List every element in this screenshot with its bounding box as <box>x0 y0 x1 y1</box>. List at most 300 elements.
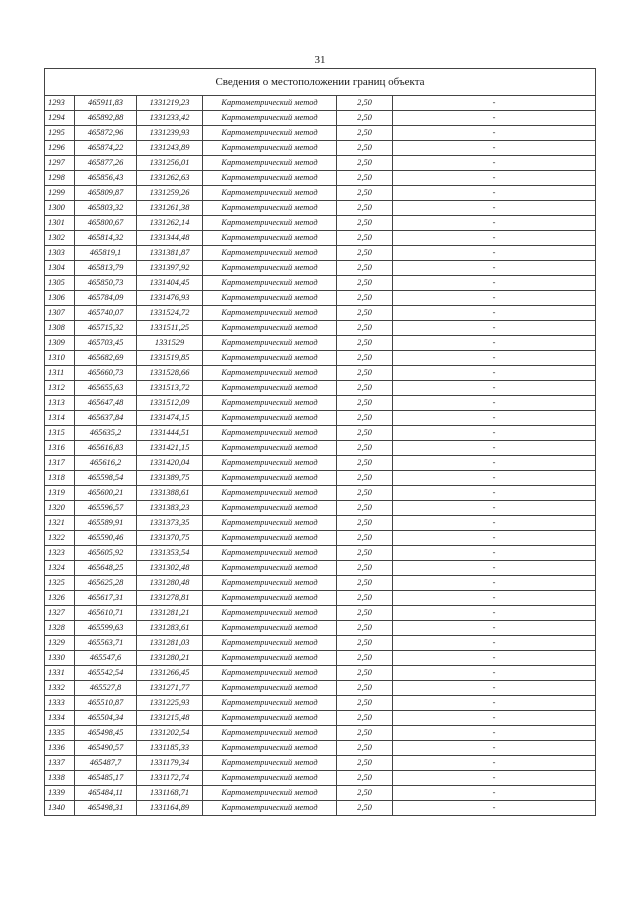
accuracy-cell: 2,50 <box>337 516 393 531</box>
x-coordinate-cell: 465647,48 <box>75 396 137 411</box>
y-coordinate-cell: 1331219,23 <box>137 96 203 111</box>
y-coordinate-cell: 1331225,93 <box>137 696 203 711</box>
accuracy-cell: 2,50 <box>337 261 393 276</box>
x-coordinate-cell: 465610,71 <box>75 606 137 621</box>
x-coordinate-cell: 465819,1 <box>75 246 137 261</box>
table-row <box>45 366 596 381</box>
table-row <box>45 711 596 726</box>
description-cell: - <box>393 261 596 276</box>
x-coordinate-cell: 465803,32 <box>75 201 137 216</box>
point-number-cell: 1320 <box>45 501 75 516</box>
method-cell: Картометрический метод <box>203 231 337 246</box>
point-number-cell: 1297 <box>45 156 75 171</box>
description-cell: - <box>393 186 596 201</box>
table-row <box>45 261 596 276</box>
description-cell: - <box>393 201 596 216</box>
description-cell: - <box>393 471 596 486</box>
method-cell: Картометрический метод <box>203 111 337 126</box>
point-number-cell: 1294 <box>45 111 75 126</box>
x-coordinate-cell: 465703,45 <box>75 336 137 351</box>
point-number-cell: 1327 <box>45 606 75 621</box>
description-cell: - <box>393 231 596 246</box>
y-coordinate-cell: 1331373,35 <box>137 516 203 531</box>
table-row <box>45 276 596 291</box>
accuracy-cell: 2,50 <box>337 171 393 186</box>
x-coordinate-cell: 465874,22 <box>75 141 137 156</box>
x-coordinate-cell: 465635,2 <box>75 426 137 441</box>
point-number-cell: 1329 <box>45 636 75 651</box>
description-cell: - <box>393 111 596 126</box>
point-number-cell: 1306 <box>45 291 75 306</box>
accuracy-cell: 2,50 <box>337 291 393 306</box>
point-number-cell: 1302 <box>45 231 75 246</box>
method-cell: Картометрический метод <box>203 276 337 291</box>
method-cell: Картометрический метод <box>203 651 337 666</box>
method-cell: Картометрический метод <box>203 396 337 411</box>
x-coordinate-cell: 465616,83 <box>75 441 137 456</box>
y-coordinate-cell: 1331444,51 <box>137 426 203 441</box>
y-coordinate-cell: 1331524,72 <box>137 306 203 321</box>
x-coordinate-cell: 465598,54 <box>75 471 137 486</box>
x-coordinate-cell: 465740,07 <box>75 306 137 321</box>
accuracy-cell: 2,50 <box>337 711 393 726</box>
table-row <box>45 351 596 366</box>
method-cell: Картометрический метод <box>203 771 337 786</box>
description-cell: - <box>393 156 596 171</box>
description-cell: - <box>393 96 596 111</box>
description-cell: - <box>393 786 596 801</box>
point-number-cell: 1312 <box>45 381 75 396</box>
description-cell: - <box>393 291 596 306</box>
description-cell: - <box>393 576 596 591</box>
x-coordinate-cell: 465542,54 <box>75 666 137 681</box>
method-cell: Картометрический метод <box>203 741 337 756</box>
point-number-cell: 1338 <box>45 771 75 786</box>
method-cell: Картометрический метод <box>203 726 337 741</box>
x-coordinate-cell: 465648,25 <box>75 561 137 576</box>
table-row <box>45 756 596 771</box>
x-coordinate-cell: 465487,7 <box>75 756 137 771</box>
accuracy-cell: 2,50 <box>337 366 393 381</box>
method-cell: Картометрический метод <box>203 681 337 696</box>
y-coordinate-cell: 1331519,85 <box>137 351 203 366</box>
method-cell: Картометрический метод <box>203 456 337 471</box>
description-cell: - <box>393 456 596 471</box>
table-row <box>45 636 596 651</box>
method-cell: Картометрический метод <box>203 561 337 576</box>
description-cell: - <box>393 756 596 771</box>
description-cell: - <box>393 651 596 666</box>
accuracy-cell: 2,50 <box>337 276 393 291</box>
x-coordinate-cell: 465563,71 <box>75 636 137 651</box>
accuracy-cell: 2,50 <box>337 126 393 141</box>
accuracy-cell: 2,50 <box>337 321 393 336</box>
accuracy-cell: 2,50 <box>337 111 393 126</box>
x-coordinate-cell: 465596,57 <box>75 501 137 516</box>
accuracy-cell: 2,50 <box>337 156 393 171</box>
table-row <box>45 696 596 711</box>
x-coordinate-cell: 465809,87 <box>75 186 137 201</box>
accuracy-cell: 2,50 <box>337 606 393 621</box>
table-row <box>45 411 596 426</box>
method-cell: Картометрический метод <box>203 216 337 231</box>
method-cell: Картометрический метод <box>203 801 337 816</box>
x-coordinate-cell: 465655,63 <box>75 381 137 396</box>
table-row <box>45 201 596 216</box>
method-cell: Картометрический метод <box>203 576 337 591</box>
accuracy-cell: 2,50 <box>337 231 393 246</box>
method-cell: Картометрический метод <box>203 321 337 336</box>
table-row <box>45 306 596 321</box>
description-cell: - <box>393 666 596 681</box>
description-cell: - <box>393 696 596 711</box>
point-number-cell: 1308 <box>45 321 75 336</box>
description-cell: - <box>393 276 596 291</box>
point-number-cell: 1300 <box>45 201 75 216</box>
table-title-row <box>45 69 596 96</box>
accuracy-cell: 2,50 <box>337 576 393 591</box>
description-cell: - <box>393 501 596 516</box>
table-row <box>45 396 596 411</box>
description-cell: - <box>393 351 596 366</box>
accuracy-cell: 2,50 <box>337 681 393 696</box>
point-number-cell: 1326 <box>45 591 75 606</box>
y-coordinate-cell: 1331383,23 <box>137 501 203 516</box>
description-cell: - <box>393 141 596 156</box>
method-cell: Картометрический метод <box>203 666 337 681</box>
method-cell: Картометрический метод <box>203 411 337 426</box>
table-row <box>45 531 596 546</box>
method-cell: Картометрический метод <box>203 786 337 801</box>
x-coordinate-cell: 465498,45 <box>75 726 137 741</box>
y-coordinate-cell: 1331262,63 <box>137 171 203 186</box>
method-cell: Картометрический метод <box>203 261 337 276</box>
y-coordinate-cell: 1331513,72 <box>137 381 203 396</box>
y-coordinate-cell: 1331256,01 <box>137 156 203 171</box>
accuracy-cell: 2,50 <box>337 381 393 396</box>
method-cell: Картометрический метод <box>203 531 337 546</box>
accuracy-cell: 2,50 <box>337 651 393 666</box>
point-number-cell: 1325 <box>45 576 75 591</box>
point-number-cell: 1318 <box>45 471 75 486</box>
description-cell: - <box>393 396 596 411</box>
table-row <box>45 231 596 246</box>
x-coordinate-cell: 465715,32 <box>75 321 137 336</box>
description-cell: - <box>393 561 596 576</box>
y-coordinate-cell: 1331233,42 <box>137 111 203 126</box>
x-coordinate-cell: 465892,88 <box>75 111 137 126</box>
accuracy-cell: 2,50 <box>337 456 393 471</box>
x-coordinate-cell: 465490,57 <box>75 741 137 756</box>
x-coordinate-cell: 465600,21 <box>75 486 137 501</box>
accuracy-cell: 2,50 <box>337 756 393 771</box>
x-coordinate-cell: 465599,63 <box>75 621 137 636</box>
accuracy-cell: 2,50 <box>337 591 393 606</box>
accuracy-cell: 2,50 <box>337 801 393 816</box>
table-row <box>45 126 596 141</box>
accuracy-cell: 2,50 <box>337 561 393 576</box>
table-row <box>45 186 596 201</box>
x-coordinate-cell: 465510,87 <box>75 696 137 711</box>
description-cell: - <box>393 381 596 396</box>
accuracy-cell: 2,50 <box>337 666 393 681</box>
x-coordinate-cell: 465605,92 <box>75 546 137 561</box>
description-cell: - <box>393 321 596 336</box>
accuracy-cell: 2,50 <box>337 771 393 786</box>
accuracy-cell: 2,50 <box>337 726 393 741</box>
y-coordinate-cell: 1331185,33 <box>137 741 203 756</box>
table-row <box>45 651 596 666</box>
y-coordinate-cell: 1331283,61 <box>137 621 203 636</box>
accuracy-cell: 2,50 <box>337 621 393 636</box>
y-coordinate-cell: 1331302,48 <box>137 561 203 576</box>
point-number-cell: 1330 <box>45 651 75 666</box>
y-coordinate-cell: 1331344,48 <box>137 231 203 246</box>
point-number-cell: 1314 <box>45 411 75 426</box>
point-number-cell: 1316 <box>45 441 75 456</box>
point-number-cell: 1334 <box>45 711 75 726</box>
description-cell: - <box>393 516 596 531</box>
method-cell: Картометрический метод <box>203 486 337 501</box>
y-coordinate-cell: 1331243,89 <box>137 141 203 156</box>
x-coordinate-cell: 465682,69 <box>75 351 137 366</box>
point-number-cell: 1321 <box>45 516 75 531</box>
method-cell: Картометрический метод <box>203 546 337 561</box>
point-number-cell: 1339 <box>45 786 75 801</box>
table-row <box>45 96 596 111</box>
table-row <box>45 456 596 471</box>
table-title: Сведения о местоположении границ объекта <box>45 69 596 96</box>
method-cell: Картометрический метод <box>203 351 337 366</box>
table-row <box>45 501 596 516</box>
method-cell: Картометрический метод <box>203 201 337 216</box>
description-cell: - <box>393 591 596 606</box>
accuracy-cell: 2,50 <box>337 486 393 501</box>
point-number-cell: 1310 <box>45 351 75 366</box>
x-coordinate-cell: 465485,17 <box>75 771 137 786</box>
method-cell: Картометрический метод <box>203 636 337 651</box>
accuracy-cell: 2,50 <box>337 786 393 801</box>
y-coordinate-cell: 1331389,75 <box>137 471 203 486</box>
table-row <box>45 561 596 576</box>
y-coordinate-cell: 1331388,61 <box>137 486 203 501</box>
method-cell: Картометрический метод <box>203 96 337 111</box>
x-coordinate-cell: 465813,79 <box>75 261 137 276</box>
accuracy-cell: 2,50 <box>337 186 393 201</box>
point-number-cell: 1301 <box>45 216 75 231</box>
point-number-cell: 1322 <box>45 531 75 546</box>
description-cell: - <box>393 726 596 741</box>
accuracy-cell: 2,50 <box>337 96 393 111</box>
table-row <box>45 246 596 261</box>
description-cell: - <box>393 681 596 696</box>
accuracy-cell: 2,50 <box>337 351 393 366</box>
method-cell: Картометрический метод <box>203 426 337 441</box>
table-row <box>45 426 596 441</box>
y-coordinate-cell: 1331476,93 <box>137 291 203 306</box>
y-coordinate-cell: 1331164,89 <box>137 801 203 816</box>
table-row <box>45 471 596 486</box>
point-number-cell: 1299 <box>45 186 75 201</box>
description-cell: - <box>393 246 596 261</box>
method-cell: Картометрический метод <box>203 621 337 636</box>
y-coordinate-cell: 1331280,48 <box>137 576 203 591</box>
table-row <box>45 786 596 801</box>
table-row <box>45 801 596 816</box>
description-cell: - <box>393 771 596 786</box>
accuracy-cell: 2,50 <box>337 216 393 231</box>
point-number-cell: 1335 <box>45 726 75 741</box>
y-coordinate-cell: 1331420,04 <box>137 456 203 471</box>
point-number-cell: 1332 <box>45 681 75 696</box>
table-row <box>45 591 596 606</box>
point-number-cell: 1337 <box>45 756 75 771</box>
point-number-cell: 1315 <box>45 426 75 441</box>
accuracy-cell: 2,50 <box>337 411 393 426</box>
table-row <box>45 681 596 696</box>
method-cell: Картометрический метод <box>203 126 337 141</box>
method-cell: Картометрический метод <box>203 306 337 321</box>
x-coordinate-cell: 465590,46 <box>75 531 137 546</box>
x-coordinate-cell: 465617,31 <box>75 591 137 606</box>
y-coordinate-cell: 1331512,09 <box>137 396 203 411</box>
accuracy-cell: 2,50 <box>337 531 393 546</box>
description-cell: - <box>393 216 596 231</box>
point-number-cell: 1324 <box>45 561 75 576</box>
description-cell: - <box>393 801 596 816</box>
description-cell: - <box>393 621 596 636</box>
table-row <box>45 171 596 186</box>
y-coordinate-cell: 1331404,45 <box>137 276 203 291</box>
y-coordinate-cell: 1331397,92 <box>137 261 203 276</box>
point-number-cell: 1323 <box>45 546 75 561</box>
x-coordinate-cell: 465911,83 <box>75 96 137 111</box>
y-coordinate-cell: 1331179,34 <box>137 756 203 771</box>
accuracy-cell: 2,50 <box>337 471 393 486</box>
y-coordinate-cell: 1331239,93 <box>137 126 203 141</box>
table-row <box>45 546 596 561</box>
description-cell: - <box>393 711 596 726</box>
accuracy-cell: 2,50 <box>337 546 393 561</box>
accuracy-cell: 2,50 <box>337 441 393 456</box>
point-number-cell: 1303 <box>45 246 75 261</box>
description-cell: - <box>393 546 596 561</box>
point-number-cell: 1331 <box>45 666 75 681</box>
description-cell: - <box>393 171 596 186</box>
y-coordinate-cell: 1331261,38 <box>137 201 203 216</box>
x-coordinate-cell: 465625,28 <box>75 576 137 591</box>
point-number-cell: 1307 <box>45 306 75 321</box>
y-coordinate-cell: 1331281,03 <box>137 636 203 651</box>
method-cell: Картометрический метод <box>203 471 337 486</box>
table-row <box>45 156 596 171</box>
method-cell: Картометрический метод <box>203 141 337 156</box>
point-number-cell: 1296 <box>45 141 75 156</box>
table-row <box>45 111 596 126</box>
table-row <box>45 216 596 231</box>
method-cell: Картометрический метод <box>203 516 337 531</box>
boundary-coordinates-table <box>44 68 596 816</box>
table-row <box>45 726 596 741</box>
x-coordinate-cell: 465498,31 <box>75 801 137 816</box>
point-number-cell: 1305 <box>45 276 75 291</box>
method-cell: Картометрический метод <box>203 696 337 711</box>
y-coordinate-cell: 1331511,25 <box>137 321 203 336</box>
x-coordinate-cell: 465784,09 <box>75 291 137 306</box>
y-coordinate-cell: 1331370,75 <box>137 531 203 546</box>
point-number-cell: 1311 <box>45 366 75 381</box>
y-coordinate-cell: 1331421,15 <box>137 441 203 456</box>
method-cell: Картометрический метод <box>203 756 337 771</box>
y-coordinate-cell: 1331353,54 <box>137 546 203 561</box>
point-number-cell: 1328 <box>45 621 75 636</box>
method-cell: Картометрический метод <box>203 246 337 261</box>
method-cell: Картометрический метод <box>203 381 337 396</box>
y-coordinate-cell: 1331262,14 <box>137 216 203 231</box>
table-row <box>45 336 596 351</box>
table-row <box>45 741 596 756</box>
description-cell: - <box>393 606 596 621</box>
method-cell: Картометрический метод <box>203 366 337 381</box>
accuracy-cell: 2,50 <box>337 396 393 411</box>
accuracy-cell: 2,50 <box>337 201 393 216</box>
table-row <box>45 666 596 681</box>
y-coordinate-cell: 1331215,48 <box>137 711 203 726</box>
table-row <box>45 621 596 636</box>
y-coordinate-cell: 1331278,81 <box>137 591 203 606</box>
table-row <box>45 321 596 336</box>
table-body <box>45 96 596 816</box>
x-coordinate-cell: 465800,67 <box>75 216 137 231</box>
x-coordinate-cell: 465637,84 <box>75 411 137 426</box>
point-number-cell: 1295 <box>45 126 75 141</box>
x-coordinate-cell: 465872,96 <box>75 126 137 141</box>
x-coordinate-cell: 465850,73 <box>75 276 137 291</box>
method-cell: Картометрический метод <box>203 156 337 171</box>
y-coordinate-cell: 1331280,21 <box>137 651 203 666</box>
accuracy-cell: 2,50 <box>337 741 393 756</box>
y-coordinate-cell: 1331381,87 <box>137 246 203 261</box>
point-number-cell: 1304 <box>45 261 75 276</box>
point-number-cell: 1317 <box>45 456 75 471</box>
point-number-cell: 1298 <box>45 171 75 186</box>
accuracy-cell: 2,50 <box>337 501 393 516</box>
table-row <box>45 486 596 501</box>
table-row <box>45 516 596 531</box>
description-cell: - <box>393 636 596 651</box>
x-coordinate-cell: 465856,43 <box>75 171 137 186</box>
table-row <box>45 291 596 306</box>
point-number-cell: 1319 <box>45 486 75 501</box>
y-coordinate-cell: 1331202,54 <box>137 726 203 741</box>
point-number-cell: 1313 <box>45 396 75 411</box>
description-cell: - <box>393 741 596 756</box>
y-coordinate-cell: 1331529 <box>137 336 203 351</box>
x-coordinate-cell: 465527,8 <box>75 681 137 696</box>
accuracy-cell: 2,50 <box>337 336 393 351</box>
point-number-cell: 1293 <box>45 96 75 111</box>
x-coordinate-cell: 465814,32 <box>75 231 137 246</box>
x-coordinate-cell: 465484,11 <box>75 786 137 801</box>
description-cell: - <box>393 306 596 321</box>
method-cell: Картометрический метод <box>203 291 337 306</box>
method-cell: Картометрический метод <box>203 501 337 516</box>
method-cell: Картометрический метод <box>203 171 337 186</box>
description-cell: - <box>393 531 596 546</box>
method-cell: Картометрический метод <box>203 441 337 456</box>
x-coordinate-cell: 465660,73 <box>75 366 137 381</box>
y-coordinate-cell: 1331474,15 <box>137 411 203 426</box>
